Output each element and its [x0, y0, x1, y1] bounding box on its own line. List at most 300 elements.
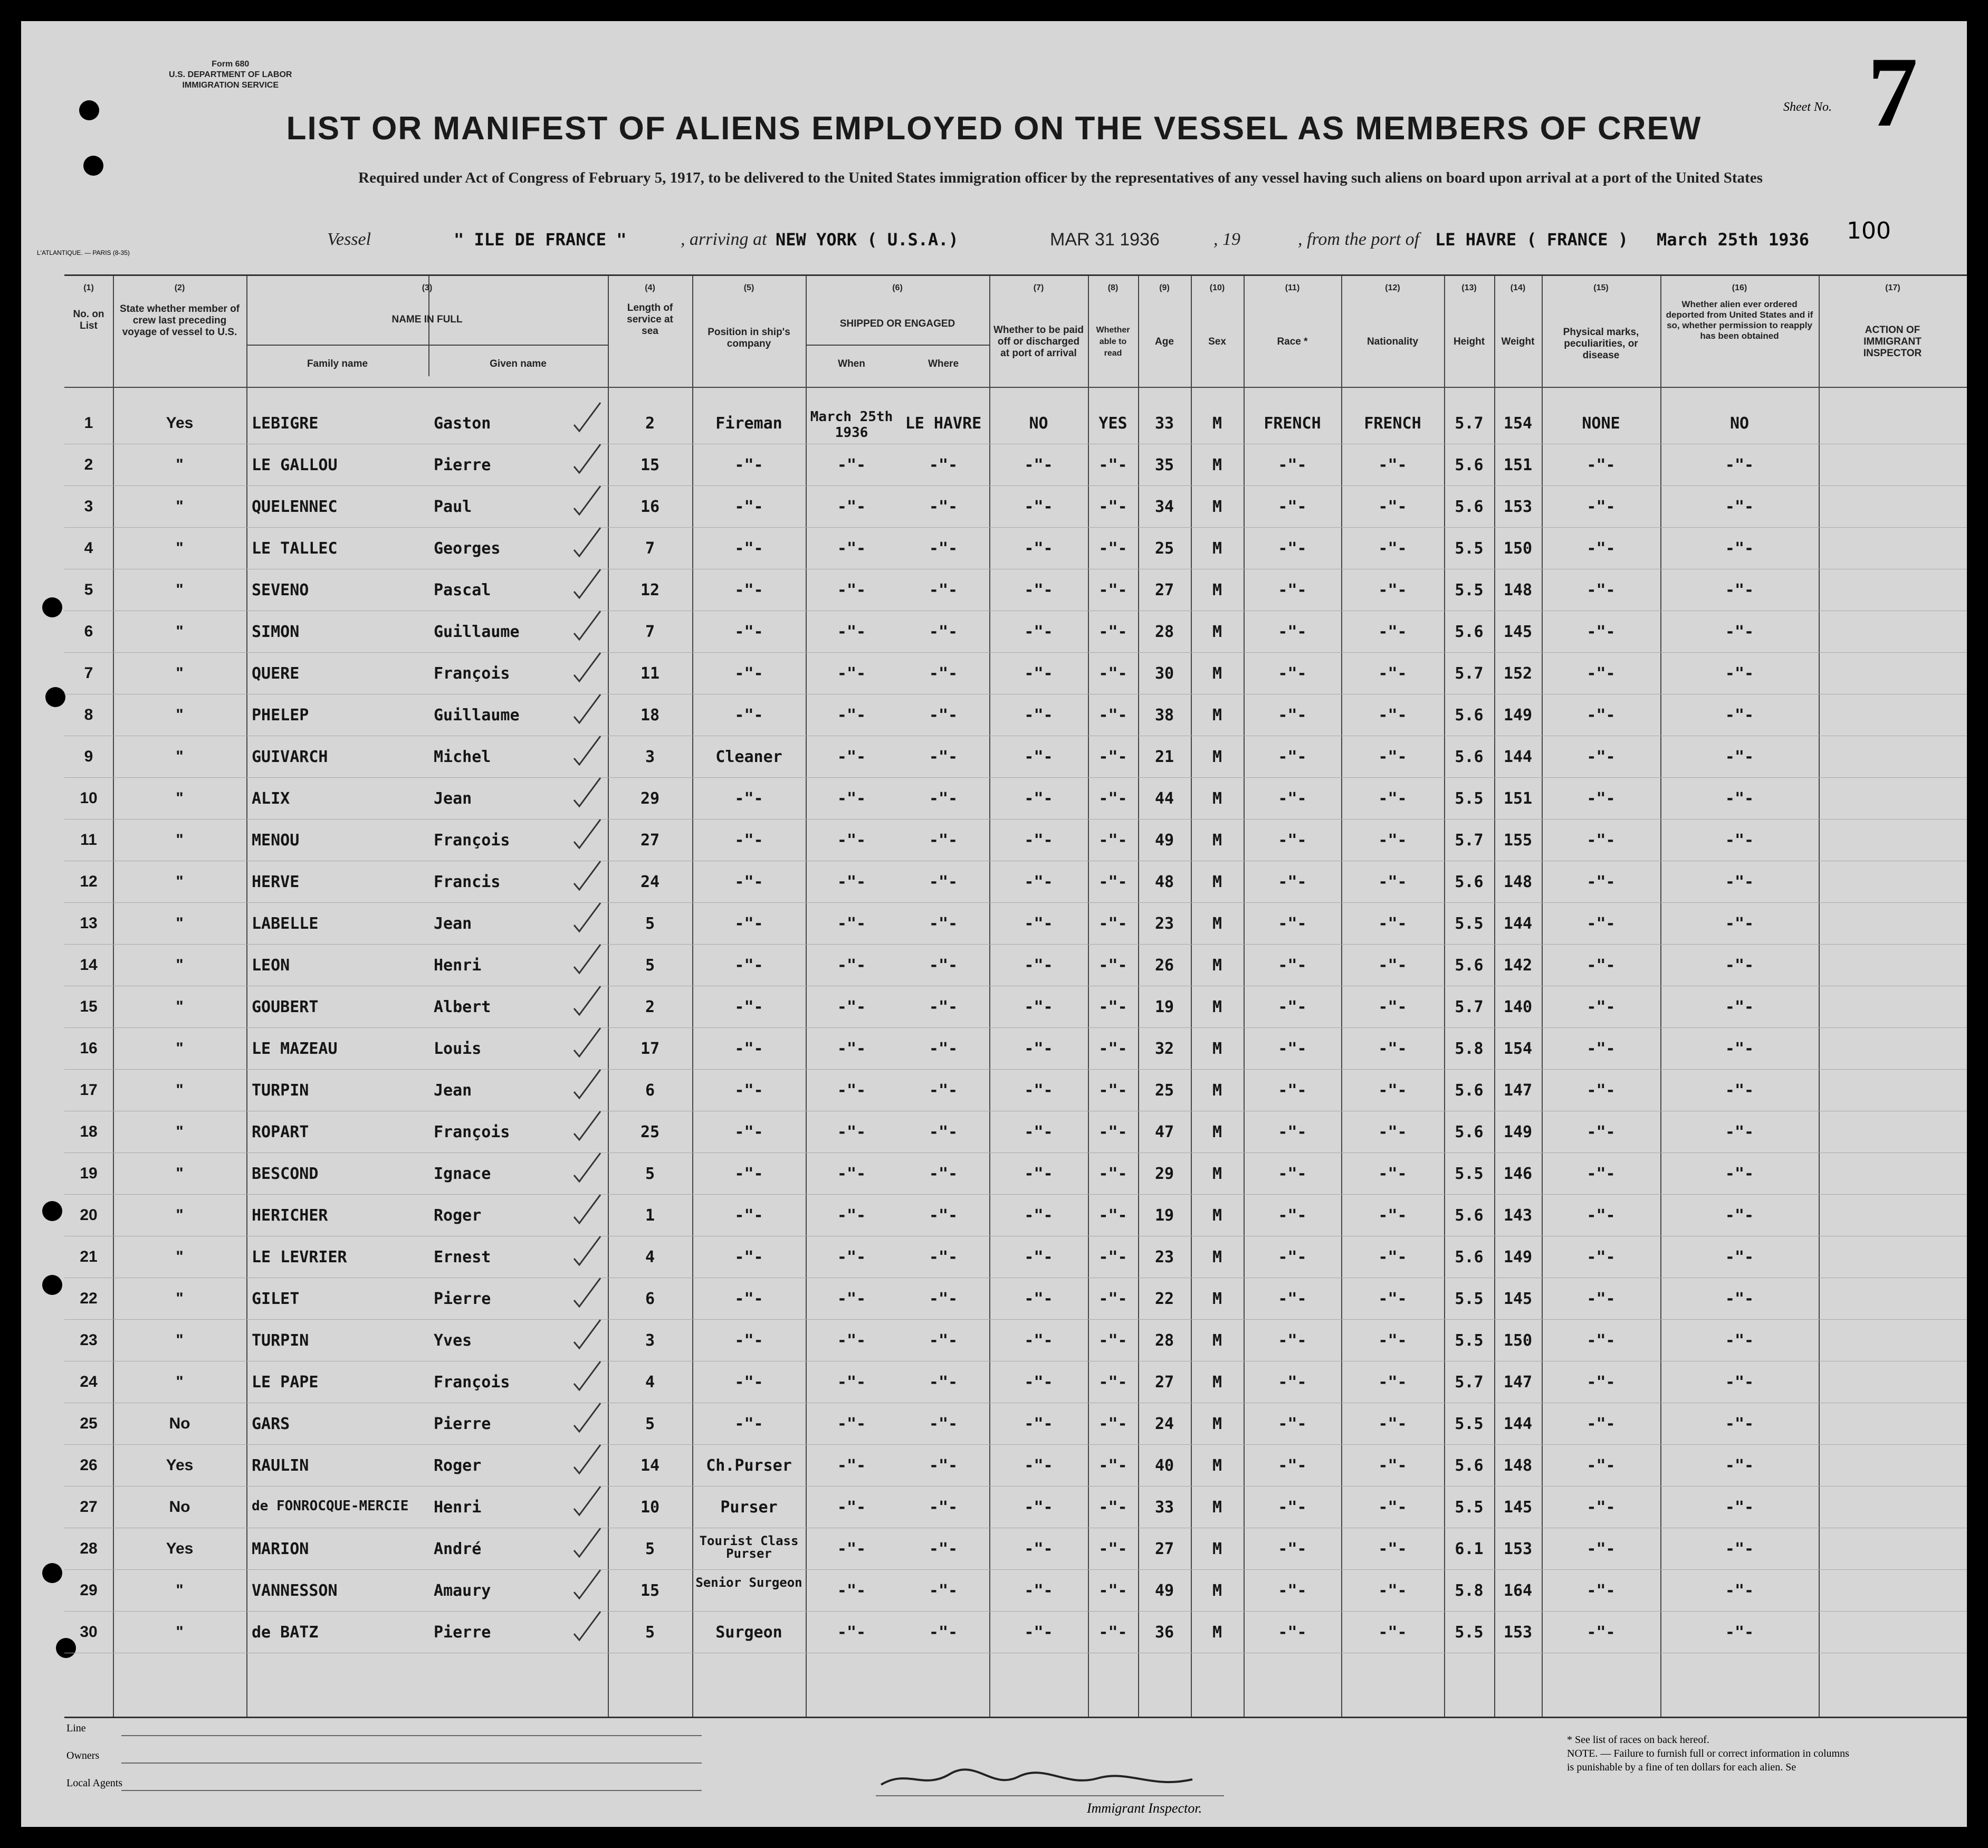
cell-no: 29 [80, 1582, 98, 1599]
cell-race: -"- [1278, 789, 1307, 808]
cell-paid: -"- [1024, 1456, 1053, 1475]
cell-given: François [434, 1123, 510, 1141]
col17-header: ACTION OF IMMIGRANT INSPECTOR [1863, 325, 1922, 359]
cell-age: 27 [1154, 1540, 1174, 1558]
table-row [64, 528, 1967, 569]
check-mark-icon [571, 1066, 603, 1103]
cell-prev: " [176, 706, 184, 723]
cell-given: François [434, 831, 510, 850]
cell-prev: " [176, 956, 184, 974]
cell-where: -"- [929, 1582, 958, 1600]
cell-family: LE LEVRIER [252, 1248, 347, 1266]
cell-age: 22 [1154, 1290, 1174, 1308]
cell-sex: M [1212, 706, 1222, 725]
cell-nat: -"- [1378, 706, 1407, 725]
cell-height: 5.6 [1455, 748, 1484, 766]
cell-age: 47 [1154, 1123, 1174, 1141]
cell-age: 49 [1154, 1582, 1174, 1600]
cell-prev: " [176, 1206, 184, 1224]
table-row [64, 1278, 1967, 1320]
cell-prev: " [176, 623, 184, 640]
table-row [64, 1028, 1967, 1070]
check-mark-icon [571, 1150, 603, 1187]
cell-position: -"- [734, 1290, 763, 1308]
table-row [64, 403, 1967, 444]
cell-when: -"- [837, 831, 866, 850]
cell-position: -"- [734, 831, 763, 850]
col12-num: (12) [1385, 283, 1400, 292]
cell-read: -"- [1098, 581, 1127, 599]
cell-nat: -"- [1378, 1165, 1407, 1183]
cell-position: -"- [734, 498, 763, 516]
cell-no: 7 [84, 664, 93, 682]
cell-when: -"- [837, 873, 866, 891]
cell-when: -"- [837, 1040, 866, 1058]
cell-paid: NO [1029, 414, 1048, 433]
cell-nat: -"- [1378, 1623, 1407, 1642]
cell-paid: -"- [1024, 581, 1053, 599]
cell-sex: M [1212, 456, 1222, 474]
cell-when: -"- [837, 664, 866, 683]
cell-sex: M [1212, 1540, 1222, 1558]
cell-when: March 25th 1936 [810, 409, 893, 441]
cell-read: -"- [1098, 1498, 1127, 1517]
table-row [64, 1403, 1967, 1445]
cell-read: YES [1098, 414, 1127, 433]
cell-race: -"- [1278, 664, 1307, 683]
cell-marks: -"- [1586, 1373, 1616, 1392]
col10-header: Sex [1208, 336, 1226, 347]
cell-paid: -"- [1024, 1582, 1053, 1600]
cell-height: 5.5 [1455, 1331, 1484, 1350]
cell-weight: 155 [1503, 831, 1533, 850]
cell-height: 5.6 [1455, 956, 1484, 975]
cell-when: -"- [837, 915, 866, 933]
cell-sex: M [1212, 1331, 1222, 1350]
cell-deported: -"- [1725, 748, 1754, 766]
check-mark-icon [571, 1317, 603, 1354]
cell-prev: " [176, 789, 184, 807]
cell-given: Pascal [434, 581, 491, 599]
cell-height: 5.5 [1455, 1415, 1484, 1433]
col8-num: (8) [1107, 283, 1119, 292]
cell-paid: -"- [1024, 706, 1053, 725]
cell-deported: -"- [1725, 1331, 1754, 1350]
cell-no: 24 [80, 1373, 98, 1390]
cell-family: QUERE [252, 664, 300, 683]
cell-height: 5.7 [1455, 414, 1484, 433]
cell-nat: -"- [1378, 831, 1407, 850]
check-mark-icon [571, 608, 603, 645]
cell-weight: 153 [1503, 498, 1533, 516]
cell-sex: M [1212, 998, 1222, 1016]
col15-header: Physical marks, peculiarities, or disease [1563, 327, 1639, 361]
cell-age: 49 [1154, 831, 1174, 850]
cell-service: 5 [645, 956, 655, 975]
cell-paid: -"- [1024, 956, 1053, 975]
cell-deported: -"- [1725, 1623, 1754, 1642]
cell-height: 5.7 [1455, 998, 1484, 1016]
cell-deported: -"- [1725, 915, 1754, 933]
cell-weight: 153 [1503, 1540, 1533, 1558]
cell-position: -"- [734, 915, 763, 933]
cell-deported: -"- [1725, 539, 1754, 558]
cell-height: 5.6 [1455, 1248, 1484, 1266]
cell-nat: -"- [1378, 873, 1407, 891]
check-mark-icon [571, 399, 603, 436]
cell-deported: -"- [1725, 1540, 1754, 1558]
cell-sex: M [1212, 915, 1222, 933]
cell-nat: -"- [1378, 1415, 1407, 1433]
cell-nat: FRENCH [1364, 414, 1421, 433]
cell-sex: M [1212, 1415, 1222, 1433]
table-row [64, 945, 1967, 986]
sheet-label: Sheet No. [1783, 100, 1832, 114]
col11-header: Race * [1277, 336, 1308, 347]
cell-prev: " [176, 873, 184, 890]
cell-read: -"- [1098, 1290, 1127, 1308]
cell-where: -"- [929, 1081, 958, 1100]
cell-prev: " [176, 1623, 184, 1641]
check-mark-icon [571, 1233, 603, 1270]
cell-age: 38 [1154, 706, 1174, 725]
cell-height: 5.5 [1455, 1498, 1484, 1517]
cell-position: -"- [734, 956, 763, 975]
table-row [64, 486, 1967, 528]
cell-given: François [434, 664, 510, 683]
cell-given: Pierre [434, 1623, 491, 1642]
cell-given: Ignace [434, 1165, 491, 1183]
cell-weight: 145 [1503, 1498, 1533, 1517]
cell-no: 10 [80, 789, 98, 807]
table-row [64, 1487, 1967, 1528]
cell-marks: -"- [1586, 998, 1616, 1016]
cell-marks: -"- [1586, 623, 1616, 641]
cell-sex: M [1212, 748, 1222, 766]
cell-family: PHELEP [252, 706, 309, 725]
col7-header: Whether to be paid off or discharged at port of arrival [993, 325, 1084, 359]
cell-nat: -"- [1378, 664, 1407, 683]
cell-deported: -"- [1725, 1040, 1754, 1058]
cell-paid: -"- [1024, 1331, 1053, 1350]
cell-no: 18 [80, 1123, 98, 1140]
cell-position: -"- [734, 1331, 763, 1350]
cell-age: 27 [1154, 581, 1174, 599]
cell-family: SIMON [252, 623, 300, 641]
cell-where: -"- [929, 831, 958, 850]
cell-family: BESCOND [252, 1165, 319, 1183]
cell-position: Senior Surgeon [695, 1575, 802, 1590]
cell-prev: " [176, 915, 184, 932]
table-row [64, 444, 1967, 486]
cell-where: -"- [929, 1373, 958, 1392]
cell-race: -"- [1278, 1290, 1307, 1308]
cell-where: -"- [929, 581, 958, 599]
cell-sex: M [1212, 789, 1222, 808]
table-row [64, 861, 1967, 903]
arriving-label: , arriving at [681, 230, 767, 249]
col10-num: (10) [1209, 283, 1225, 292]
cell-where: -"- [929, 1040, 958, 1058]
family-name-header: Family name [307, 358, 368, 369]
check-mark-icon [571, 1192, 603, 1228]
cell-sex: M [1212, 539, 1222, 558]
cell-weight: 148 [1503, 581, 1533, 599]
cell-nat: -"- [1378, 1081, 1407, 1100]
cell-age: 36 [1154, 1623, 1174, 1642]
cell-when: -"- [837, 748, 866, 766]
cell-given: Pierre [434, 456, 491, 474]
cell-prev: Yes [166, 1456, 194, 1474]
cell-prev: Yes [166, 414, 194, 432]
cell-height: 5.8 [1455, 1040, 1484, 1058]
cell-given: André [434, 1540, 482, 1558]
cell-service: 1 [645, 1206, 655, 1225]
cell-sex: M [1212, 1123, 1222, 1141]
cell-paid: -"- [1024, 998, 1053, 1016]
cell-family: LE GALLOU [252, 456, 338, 474]
table-row [64, 1445, 1967, 1487]
cell-where: -"- [929, 1623, 958, 1642]
cell-service: 4 [645, 1248, 655, 1266]
col13-header: Height [1453, 336, 1485, 347]
cell-deported: -"- [1725, 456, 1754, 474]
cell-deported: -"- [1725, 1415, 1754, 1433]
cell-weight: 152 [1503, 664, 1533, 683]
cell-where: -"- [929, 498, 958, 516]
check-mark-icon [571, 1525, 603, 1562]
cell-age: 27 [1154, 1373, 1174, 1392]
cell-weight: 140 [1503, 998, 1533, 1016]
cell-prev: No [169, 1415, 190, 1432]
cell-race: -"- [1278, 1123, 1307, 1141]
cell-race: -"- [1278, 539, 1307, 558]
cell-prev: " [176, 1248, 184, 1265]
check-mark-icon [571, 816, 603, 853]
cell-sex: M [1212, 1498, 1222, 1517]
check-mark-icon [571, 1567, 603, 1604]
cell-given: Roger [434, 1206, 482, 1225]
cell-paid: -"- [1024, 1040, 1053, 1058]
cell-paid: -"- [1024, 748, 1053, 766]
crew-table [64, 274, 1967, 1718]
col3-num: (3) [422, 283, 433, 292]
cell-age: 21 [1154, 748, 1174, 766]
cell-marks: -"- [1586, 1415, 1616, 1433]
cell-marks: -"- [1586, 1206, 1616, 1225]
cell-where: -"- [929, 956, 958, 975]
cell-family: HERVE [252, 873, 300, 891]
table-row [64, 820, 1967, 861]
inspector-label: Immigrant Inspector. [1087, 1801, 1202, 1816]
cell-when: -"- [837, 456, 866, 474]
cell-no: 17 [80, 1081, 98, 1099]
cell-race: -"- [1278, 1248, 1307, 1266]
cell-nat: -"- [1378, 1582, 1407, 1600]
col4-num: (4) [645, 283, 655, 292]
cell-height: 5.6 [1455, 873, 1484, 891]
cell-race: -"- [1278, 456, 1307, 474]
cell-marks: -"- [1586, 456, 1616, 474]
cell-read: -"- [1098, 915, 1127, 933]
cell-no: 15 [80, 998, 98, 1015]
cell-given: Ernest [434, 1248, 491, 1266]
cell-age: 40 [1154, 1456, 1174, 1475]
cell-sex: M [1212, 1081, 1222, 1100]
cell-marks: -"- [1586, 1331, 1616, 1350]
cell-age: 23 [1154, 1248, 1174, 1266]
note-fine: is punishable by a fine of ten dollars for each alien. Se [1567, 1761, 1796, 1773]
cell-height: 5.6 [1455, 706, 1484, 725]
cell-weight: 151 [1503, 456, 1533, 474]
cell-no: 1 [84, 414, 93, 432]
cell-service: 5 [645, 915, 655, 933]
arriving-port: NEW YORK ( U.S.A.) [776, 230, 959, 250]
cell-sex: M [1212, 873, 1222, 891]
cell-position: -"- [734, 539, 763, 558]
cell-age: 44 [1154, 789, 1174, 808]
cell-where: -"- [929, 1290, 958, 1308]
cell-sex: M [1212, 498, 1222, 516]
table-row [64, 986, 1967, 1028]
cell-where: LE HAVRE [905, 414, 982, 433]
cell-given: Francis [434, 873, 501, 891]
col6-num: (6) [892, 283, 903, 292]
cell-where: -"- [929, 998, 958, 1016]
cell-prev: " [176, 1081, 184, 1099]
cell-age: 35 [1154, 456, 1174, 474]
cell-when: -"- [837, 706, 866, 725]
col16-header: Whether alien ever ordered deported from United States and if so, whether permission to reapply has been obtained [1666, 299, 1813, 341]
col4-header: Length of service at sea [627, 302, 673, 337]
cell-given: Jean [434, 915, 472, 933]
cell-sex: M [1212, 831, 1222, 850]
cell-age: 26 [1154, 956, 1174, 975]
cell-sex: M [1212, 664, 1222, 683]
cell-when: -"- [837, 498, 866, 516]
cell-given: Roger [434, 1456, 482, 1475]
cell-race: -"- [1278, 581, 1307, 599]
cell-marks: -"- [1586, 1290, 1616, 1308]
cell-service: 10 [640, 1498, 660, 1517]
from-port: LE HAVRE ( FRANCE ) [1435, 230, 1629, 250]
cell-given: Pierre [434, 1415, 491, 1433]
cell-height: 5.7 [1455, 1373, 1484, 1392]
footnote [1567, 1733, 1849, 1774]
cell-marks: -"- [1586, 1498, 1616, 1517]
handwritten-number: 100 [1847, 217, 1891, 244]
cell-paid: -"- [1024, 456, 1053, 474]
cell-weight: 154 [1503, 1040, 1533, 1058]
cell-prev: " [176, 664, 184, 682]
cell-no: 16 [80, 1040, 98, 1057]
cell-service: 5 [645, 1415, 655, 1433]
table-row [64, 653, 1967, 694]
cell-when: -"- [837, 1123, 866, 1141]
cell-weight: 142 [1503, 956, 1533, 975]
table-row [64, 569, 1967, 611]
cell-sex: M [1212, 1165, 1222, 1183]
cell-marks: -"- [1586, 1165, 1616, 1183]
cell-service: 6 [645, 1081, 655, 1100]
cell-weight: 153 [1503, 1623, 1533, 1642]
cell-family: LEON [252, 956, 290, 975]
cell-no: 28 [80, 1540, 98, 1557]
cell-sex: M [1212, 1040, 1222, 1058]
cell-height: 5.6 [1455, 1456, 1484, 1475]
cell-given: Albert [434, 998, 491, 1016]
table-row [64, 736, 1967, 778]
cell-prev: No [169, 1498, 190, 1516]
cell-weight: 143 [1503, 1206, 1533, 1225]
page-title: LIST OR MANIFEST OF ALIENS EMPLOYED ON THE VESSEL AS MEMBERS OF CREW [286, 110, 1702, 147]
cell-no: 9 [84, 748, 93, 765]
cell-given: Henri [434, 1498, 482, 1517]
printer-imprint: L'ATLANTIQUE. — PARIS (8-35) [37, 249, 130, 256]
cell-read: -"- [1098, 664, 1127, 683]
cell-position: -"- [734, 1165, 763, 1183]
cell-nat: -"- [1378, 1206, 1407, 1225]
cell-sex: M [1212, 1290, 1222, 1308]
cell-family: de BATZ [252, 1623, 319, 1642]
punch-hole [83, 156, 103, 176]
cell-family: LE PAPE [252, 1373, 319, 1392]
cell-read: -"- [1098, 1456, 1127, 1475]
cell-given: Jean [434, 789, 472, 808]
cell-weight: 151 [1503, 789, 1533, 808]
cell-family: TURPIN [252, 1081, 309, 1100]
cell-service: 7 [645, 539, 655, 558]
service: IMMIGRATION SERVICE [182, 81, 279, 90]
cell-weight: 144 [1503, 1415, 1533, 1433]
cell-prev: " [176, 1040, 184, 1057]
cell-race: -"- [1278, 1415, 1307, 1433]
punch-hole [42, 597, 62, 617]
cell-no: 2 [84, 456, 93, 473]
cell-height: 5.8 [1455, 1582, 1484, 1600]
cell-position: -"- [734, 623, 763, 641]
check-mark-icon [571, 525, 603, 561]
cell-family: LEBIGRE [252, 414, 319, 433]
cell-height: 6.1 [1455, 1540, 1484, 1558]
date-stamp: MAR 31 1936 [1050, 230, 1160, 250]
col13-num: (13) [1461, 283, 1477, 292]
check-mark-icon [571, 733, 603, 770]
cell-deported: -"- [1725, 581, 1754, 599]
cell-position: -"- [734, 1123, 763, 1141]
cell-paid: -"- [1024, 664, 1053, 683]
cell-sex: M [1212, 623, 1222, 641]
when-header: When [838, 358, 865, 369]
cell-height: 5.5 [1455, 1290, 1484, 1308]
cell-prev: " [176, 1165, 184, 1182]
inspector-signature [876, 1758, 1224, 1801]
cell-deported: -"- [1725, 1290, 1754, 1308]
cell-nat: -"- [1378, 1331, 1407, 1350]
cell-prev: " [176, 581, 184, 598]
cell-nat: -"- [1378, 623, 1407, 641]
cell-race: -"- [1278, 831, 1307, 850]
table-row [64, 1361, 1967, 1403]
cell-sex: M [1212, 414, 1222, 433]
cell-no: 25 [80, 1415, 98, 1432]
table-row [64, 1195, 1967, 1236]
cell-given: Paul [434, 498, 472, 516]
cell-service: 7 [645, 623, 655, 641]
cell-height: 5.5 [1455, 789, 1484, 808]
cell-no: 5 [84, 581, 93, 598]
cell-service: 2 [645, 998, 655, 1016]
